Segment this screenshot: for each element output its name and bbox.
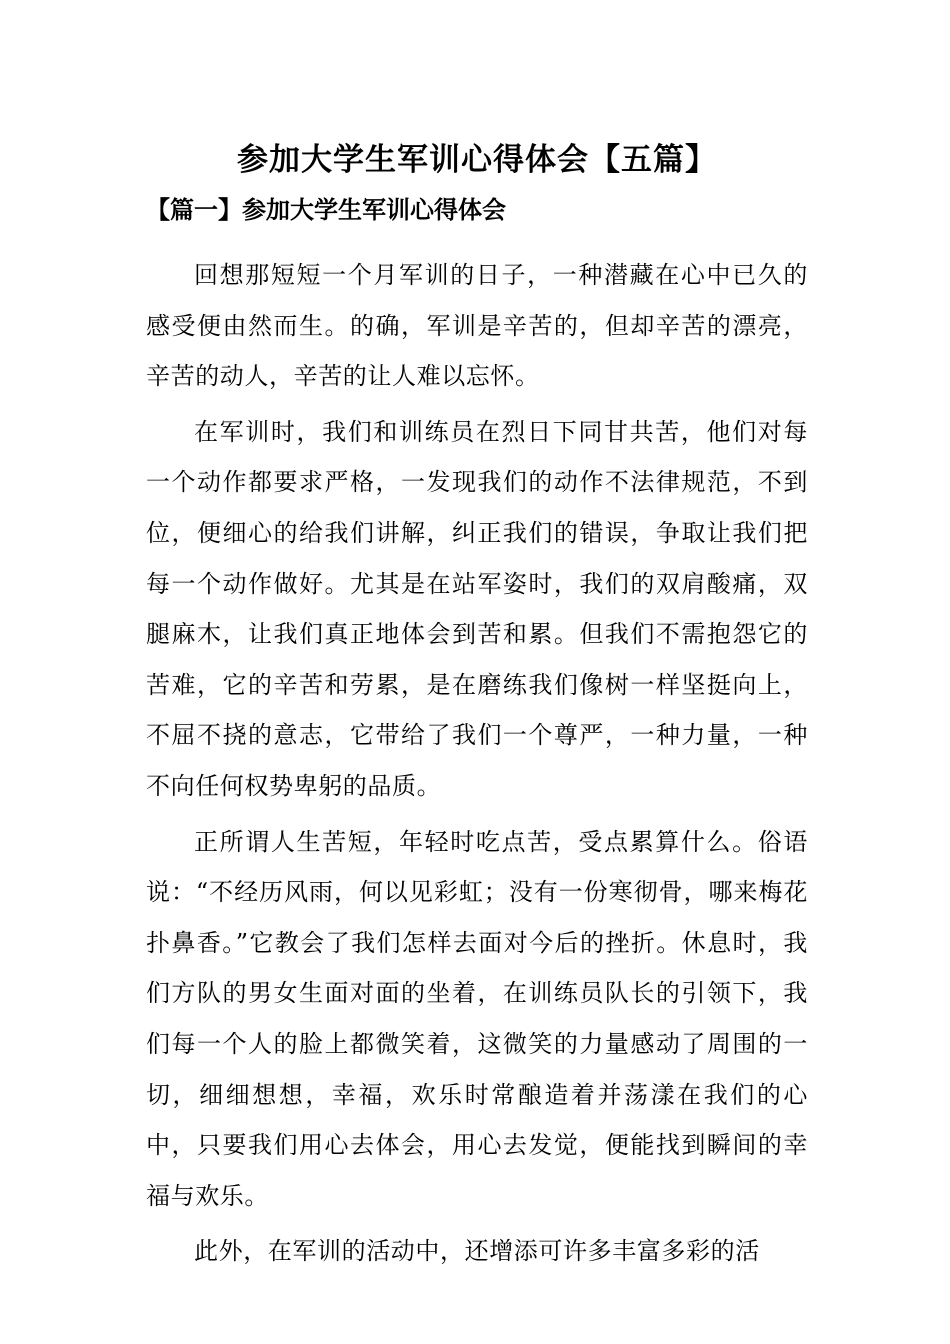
paragraph-3: 正所谓人生苦短，年轻时吃点苦，受点累算什么。俗语说：“不经历风雨，何以见彩虹；没有一份寒彻骨，哪来梅花扑鼻香。”它教会了我们怎样去面对今后的挫折。休息时，我们方队的男女生面对面的坐着，在训练员队长的引领下，我们每一个人的脸上都微笑着，这微笑的力量感动了周围的一切，细细想想，幸福，欢乐时常酿造着并荡漾在我们的心中，只要我们用心去体会，用心去发觉，便能找到瞬间的幸福与欢乐。 <box>146 827 808 1210</box>
paragraph-2: 在军训时，我们和训练员在烈日下同甘共苦，他们对每一个动作都要求严格，一发现我们的动作不法律规范，不到位，便细心的给我们讲解，纠正我们的错误，争取让我们把每一个动作做好。尤其是在站军姿时，我们的双肩酸痛，双腿麻木，让我们真正地体会到苦和累。但我们不需抱怨它的苦难，它的辛苦和劳累，是在磨练我们像树一样坚挺向上，不屈不挠的意志，它带给了我们一个尊严，一种力量，一种不向任何权势卑躬的品质。 <box>146 417 808 800</box>
document-page <box>146 120 808 1277</box>
section-heading: 【篇一】参加大学生军训心得体会 <box>146 195 506 224</box>
paragraph-1: 回想那短短一个月军训的日子，一种潜藏在心中已久的感受便由然而生。的确，军训是辛苦的，但却辛苦的漂亮，辛苦的动人，辛苦的让人难以忘怀。 <box>146 261 808 391</box>
paragraph-4: 此外，在军训的活动中，还增添可许多丰富多彩的活 <box>194 1237 760 1266</box>
document-title: 参加大学生军训心得体会【五篇】 <box>237 142 717 178</box>
